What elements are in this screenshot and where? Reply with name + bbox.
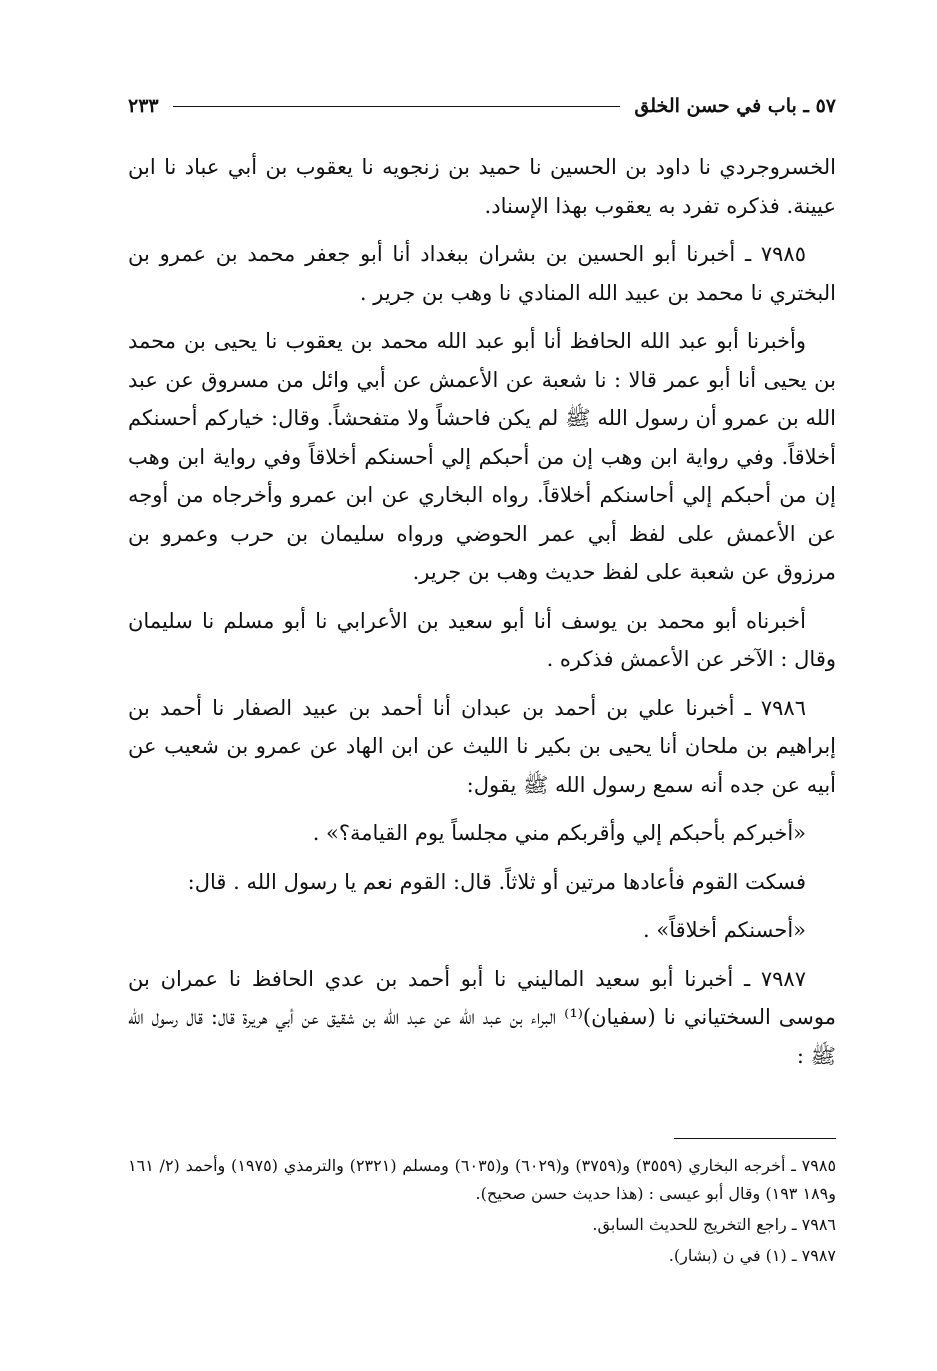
- chapter-title: ٥٧ ـ باب في حسن الخلق: [634, 95, 836, 117]
- running-header: [128, 88, 836, 124]
- footnotes: [128, 1152, 836, 1273]
- footnote-separator: [674, 1138, 836, 1139]
- hadith-7986: ٧٩٨٦ ـ أخبرنا علي بن أحمد بن عبدان أنا أحمد بن عبيد الصفار نا أحمد بن إبراهيم بن ملحان أنا يحيى بن بكير نا الليث عن ابن الهاد عن عمرو بن شعيب عن أبيه عن جده أنه سمع رسول الله ﷺ يقول:: [128, 695, 836, 797]
- hadith-7985: ٧٩٨٥ ـ أخبرنا أبو الحسين بن بشران ببغداد أنا أبو جعفر محمد بن عمرو بن البختري نا محمد بن عبيد الله المنادي نا وهب بن جرير .: [128, 242, 836, 305]
- main-text: [128, 148, 836, 1085]
- footnote: ٧٩٨٦ ـ راجع التخريج للحديث السابق.: [592, 1215, 836, 1234]
- paragraph: فسكت القوم فأعادها مرتين أو ثلاثاً. قال: القوم نعم يا رسول الله . قال:: [187, 869, 806, 894]
- paragraph: أخبرناه أبو محمد بن يوسف أنا أبو سعيد بن الأعرابي نا أبو مسلم نا سليمان وقال : الآخر عن الأعمش فذكره .: [128, 608, 836, 671]
- paragraph: وأخبرنا أبو عبد الله الحافظ أنا أبو عبد الله محمد بن يعقوب نا يحيى بن محمد بن يحيى أنا أبو عمر قالا : نا شعبة عن الأعمش عن أبي وائل من مسروق عن عبد الله بن عمرو أن رسول الله ﷺ لم يكن فاحشاً ولا متفحشاً. وقال: خياركم أحسنكم أخلاقاً. وفي رواية ابن وهب إن من أحبكم إلي أحسنكم أخلاقاً وفي رواية ابن وهب إن من أحبكم إلي أحاسنكم أخلاقاً. رواه البخاري عن ابن عمرو وأخرجاه من أوجه عن الأعمش على لفظ أبي عمر الحوضي ورواه سليمان بن حرب وعمرو بن مرزوق عن شعبة على لفظ حديث وهب بن جرير.: [128, 329, 836, 584]
- footnote: ٧٩٨٥ ـ أخرجه البخاري (٣٥٥٩) و(٣٧٥٩) و(٦٠٢٩) و(٦٠٣٥) ومسلم (٢٣٢١) والترمذي (١٩٧٥) وأحمد (٢/ ١٦١ و١٨٩ ١٩٣) وقال أبو عيسى : (هذا حديث حسن صحيح).: [128, 1156, 837, 1203]
- header-rule: [173, 106, 621, 107]
- hadith-quote: «أخبركم بأحبكم إلي وأقربكم مني مجلساً يوم القيامة؟» .: [312, 821, 806, 845]
- hadith-7987: ٧٩٨٧ ـ أخبرنا أبو سعيد الماليني نا أبو أحمد بن عدي الحافظ نا عمران بن موسى السختياني نا (سفيان)⁽¹⁾ البراء بن عبد الله عن عبد الله بن شقيق عن أبي هريرة قال: قال رسول الله ﷺ :: [128, 966, 837, 1068]
- paragraph: الخسروجردي نا داود بن الحسين نا حميد بن زنجويه نا يعقوب بن أبي عباد نا ابن عيينة. فذكره تفرد به يعقوب بهذا الإسناد.: [128, 155, 836, 218]
- hadith-quote: «أحسنكم أخلاقاً» .: [643, 918, 806, 942]
- page-number: ٢٣٣: [128, 95, 159, 117]
- footnote: ٧٩٨٧ ـ (١) في ن (بشار).: [668, 1246, 836, 1265]
